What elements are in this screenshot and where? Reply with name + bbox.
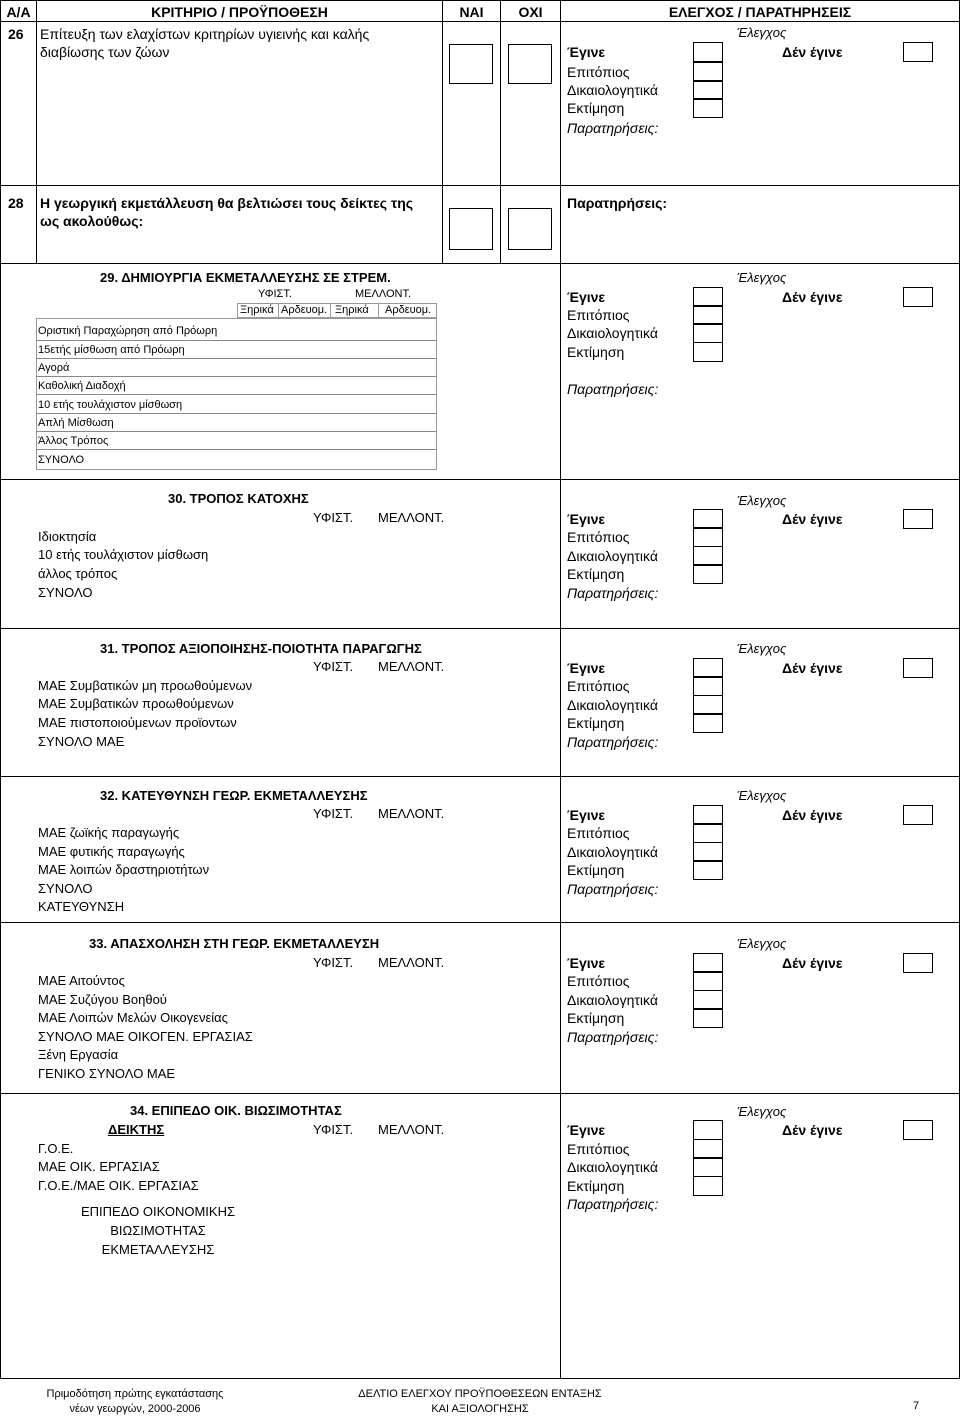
check-docs-box-29[interactable]: [693, 323, 723, 343]
check-title-26: Έλεγχος: [737, 25, 787, 40]
s29-row-2: Αγορά: [38, 362, 70, 374]
check-done-box-26[interactable]: [693, 42, 723, 62]
check-onsite-label-26: Επιτόπιος: [567, 64, 630, 80]
s33-row-3: ΣΥΝΟΛΟ ΜΑΕ ΟΙΚΟΓΕΝ. ΕΡΓΑΣΙΑΣ: [38, 1029, 253, 1044]
s30-existing: ΥΦΙΣΤ.: [313, 510, 354, 525]
s32-future: ΜΕΛΛΟΝΤ.: [378, 806, 445, 821]
row28-no-checkbox[interactable]: [508, 208, 552, 250]
check-docs-box-30[interactable]: [693, 546, 723, 566]
check-done-box-30[interactable]: [693, 509, 723, 529]
check-notdone-box-30[interactable]: [903, 509, 933, 529]
s33-row-0: ΜΑΕ Αιτούντος: [38, 973, 125, 988]
s29-row-4: 10 ετής τουλάχιστον μίσθωση: [38, 399, 183, 411]
check-estimate-label-31: Εκτίμηση: [567, 715, 625, 731]
check-estimate-label-32: Εκτίμηση: [567, 862, 625, 878]
check-docs-label-33: Δικαιολογητικά: [567, 992, 658, 1008]
check-onsite-box-34[interactable]: [693, 1139, 723, 1159]
check-docs-box-32[interactable]: [693, 842, 723, 862]
check-onsite-label-30: Επιτόπιος: [567, 529, 630, 545]
s29-dry1: Ξηρικά: [240, 304, 274, 316]
s32-row-3: ΣΥΝΟΛΟ: [38, 881, 93, 896]
s30-row-1: 10 ετής τουλάχιστον μίσθωση: [38, 547, 209, 562]
check-done-label-31: Έγινε: [567, 660, 606, 676]
s31-existing: ΥΦΙΣΤ.: [313, 659, 354, 674]
s32-existing: ΥΦΙΣΤ.: [313, 806, 354, 821]
row28-number: 28: [8, 195, 24, 211]
page-number: 7: [913, 1400, 920, 1412]
check-onsite-box-33[interactable]: [693, 971, 723, 991]
check-done-label-32: Έγινε: [567, 807, 606, 823]
check-docs-box-34[interactable]: [693, 1157, 723, 1177]
s29-irr2: Αρδευομ.: [385, 304, 432, 316]
row26-number: 26: [8, 26, 24, 42]
check-onsite-label-29: Επιτόπιος: [567, 307, 630, 323]
check-docs-box-26[interactable]: [693, 80, 723, 100]
check-done-box-33[interactable]: [693, 953, 723, 973]
footer-left-line2: νέων γεωργών, 2000-2006: [69, 1403, 201, 1415]
s29-existing: ΥΦΙΣΤ.: [258, 288, 292, 300]
s34-title: 34. ΕΠΙΠΕΔΟ ΟΙΚ. ΒΙΩΣΙΜΟΤΗΤΑΣ: [130, 1103, 342, 1118]
check-done-box-34[interactable]: [693, 1120, 723, 1140]
s33-row-1: ΜΑΕ Συζύγου Βοηθού: [38, 992, 167, 1007]
s29-row-3: Καθολική Διαδοχή: [38, 380, 126, 392]
s29-row-6: Άλλος Τρόπος: [38, 435, 109, 447]
col-check: ΕΛΕΓΧΟΣ / ΠΑΡΑΤΗΡΗΣΕΙΣ: [668, 4, 852, 20]
s34-row-1: ΜΑΕ ΟΙΚ. ΕΡΓΑΣΙΑΣ: [38, 1159, 160, 1174]
check-notdone-label-31: Δέν έγινε: [782, 660, 843, 676]
s31-future: ΜΕΛΛΟΝΤ.: [378, 659, 445, 674]
check-estimate-label-30: Εκτίμηση: [567, 566, 625, 582]
check-onsite-label-34: Επιτόπιος: [567, 1141, 630, 1157]
row28-text-line1: Η γεωργική εκμετάλλευση θα βελτιώσει τους δείκτες της: [40, 195, 414, 211]
col-criterion: ΚΡΙΤΗΡΙΟ / ΠΡΟΫΠΟΘΕΣΗ: [37, 1, 443, 23]
s32-row-2: ΜΑΕ λοιπών δραστηριοτήτων: [38, 862, 210, 877]
s32-title: 32. ΚΑΤΕΥΘΥΝΣΗ ΓΕΩΡ. ΕΚΜΕΤΑΛΛΕΥΣΗΣ: [100, 788, 368, 803]
check-done-box-29[interactable]: [693, 287, 723, 307]
check-done-label-29: Έγινε: [567, 289, 606, 305]
s30-row-0: Ιδιοκτησία: [38, 529, 97, 544]
check-notdone-box-33[interactable]: [903, 953, 933, 973]
check-title-33: Έλεγχος: [737, 936, 787, 951]
row28-yes-checkbox[interactable]: [449, 208, 493, 250]
s33-row-5: ΓΕΝΙΚΟ ΣΥΝΟΛΟ ΜΑΕ: [38, 1066, 176, 1081]
s29-irr1: Αρδευομ.: [281, 304, 328, 316]
s33-row-2: ΜΑΕ Λοιπών Μελών Οικογενείας: [38, 1010, 228, 1025]
check-estimate-label-34: Εκτίμηση: [567, 1178, 625, 1194]
check-docs-label-32: Δικαιολογητικά: [567, 844, 658, 860]
check-notdone-box-26[interactable]: [903, 42, 933, 62]
check-onsite-label-33: Επιτόπιος: [567, 973, 630, 989]
check-notdone-label-26: Δέν έγινε: [782, 44, 843, 60]
s31-row-2: ΜΑΕ πιστοποιούμενων προϊοντων: [38, 715, 237, 730]
s34-index: ΔΕΙΚΤΗΣ: [108, 1122, 165, 1137]
check-docs-label-29: Δικαιολογητικά: [567, 325, 658, 341]
s29-row-5: Απλή Μίσθωση: [38, 417, 114, 429]
footer-middle: [355, 1387, 605, 1417]
s33-row-4: Ξένη Εργασία: [38, 1047, 119, 1062]
row26-no-checkbox[interactable]: [508, 44, 552, 84]
check-estimate-label-29: Εκτίμηση: [567, 344, 625, 360]
row28-text-line2: ως ακολούθως:: [40, 213, 144, 229]
check-done-box-31[interactable]: [693, 658, 723, 678]
check-done-label-30: Έγινε: [567, 511, 606, 527]
footer-left-line1: Πριμοδότηση πρώτης εγκατάστασης: [46, 1388, 224, 1400]
check-done-box-32[interactable]: [693, 805, 723, 825]
check-estimate-box-30[interactable]: [693, 564, 723, 584]
check-notdone-label-34: Δέν έγινε: [782, 1122, 843, 1138]
s34-row-0: Γ.Ο.Ε.: [38, 1141, 74, 1156]
col-no: ΟΧΙ: [501, 1, 561, 23]
check-notdone-box-34[interactable]: [903, 1120, 933, 1140]
check-onsite-box-32[interactable]: [693, 823, 723, 843]
check-done-label-26: Έγινε: [567, 44, 606, 60]
footer-mid-line1: ΔΕΛΤΙΟ ΕΛΕΓΧΟΥ ΠΡΟΫΠΟΘΕΣΕΩΝ ΕΝΤΑΞΗΣ: [358, 1388, 602, 1400]
row26-text-line2: διαβίωσης των ζώων: [40, 44, 170, 60]
check-estimate-label-33: Εκτίμηση: [567, 1010, 625, 1026]
check-remarks-29: Παρατηρήσεις:: [567, 381, 659, 397]
row26-yes-checkbox[interactable]: [449, 44, 493, 84]
check-title-31: Έλεγχος: [737, 641, 787, 656]
footer-left: [30, 1387, 240, 1417]
s30-future: ΜΕΛΛΟΝΤ.: [378, 510, 445, 525]
check-docs-box-33[interactable]: [693, 990, 723, 1010]
check-onsite-label-32: Επιτόπιος: [567, 825, 630, 841]
check-docs-label-34: Δικαιολογητικά: [567, 1159, 658, 1175]
s29-title: 29. ΔΗΜΙΟΥΡΓΙΑ ΕΚΜΕΤΑΛΛΕΥΣΗΣ ΣΕ ΣΤΡΕΜ.: [100, 270, 391, 285]
check-onsite-box-29[interactable]: [693, 305, 723, 325]
s29-row-0: Οριστική Παραχώρηση από Πρόωρη: [38, 325, 218, 337]
footer-mid-line2: ΚΑΙ ΑΞΙΟΛΟΓΗΣΗΣ: [431, 1403, 529, 1415]
check-estimate-label-26: Εκτίμηση: [567, 100, 625, 116]
check-title-30: Έλεγχος: [737, 493, 787, 508]
s34-level-line3: ΕΚΜΕΤΑΛΛΕΥΣΗΣ: [101, 1242, 215, 1257]
check-estimate-box-34[interactable]: [693, 1176, 723, 1196]
check-onsite-box-31[interactable]: [693, 676, 723, 696]
check-notdone-label-32: Δέν έγινε: [782, 807, 843, 823]
check-remarks-32: Παρατηρήσεις:: [567, 881, 659, 897]
s33-future: ΜΕΛΛΟΝΤ.: [378, 955, 445, 970]
s29-future: ΜΕΛΛΟΝΤ.: [355, 288, 412, 300]
check-remarks-34: Παρατηρήσεις:: [567, 1196, 659, 1212]
s30-title: 30. ΤΡΟΠΟΣ ΚΑΤΟΧΗΣ: [168, 491, 309, 506]
check-onsite-label-31: Επιτόπιος: [567, 678, 630, 694]
s34-level-label: [38, 1202, 278, 1259]
check-notdone-label-29: Δέν έγινε: [782, 289, 843, 305]
check-title-34: Έλεγχος: [737, 1104, 787, 1119]
s34-future: ΜΕΛΛΟΝΤ.: [378, 1122, 445, 1137]
check-docs-box-31[interactable]: [693, 695, 723, 715]
check-done-label-34: Έγινε: [567, 1122, 606, 1138]
s29-row-7: ΣΥΝΟΛΟ: [38, 454, 85, 466]
check-title-29: Έλεγχος: [737, 270, 787, 285]
col-yes: ΝΑΙ: [443, 1, 501, 23]
check-docs-label-31: Δικαιολογητικά: [567, 697, 658, 713]
check-estimate-box-32[interactable]: [693, 860, 723, 880]
check-done-label-33: Έγινε: [567, 955, 606, 971]
s32-row-1: ΜΑΕ φυτικής παραγωγής: [38, 844, 185, 859]
s33-title: 33. ΑΠΑΣΧΟΛΗΣΗ ΣΤΗ ΓΕΩΡ. ΕΚΜΕΤΑΛΛΕΥΣΗ: [89, 936, 380, 951]
check-notdone-box-32[interactable]: [903, 805, 933, 825]
s29-row-1: 15ετής μίσθωση από Πρόωρη: [38, 344, 185, 356]
check-notdone-box-31[interactable]: [903, 658, 933, 678]
check-estimate-box-29[interactable]: [693, 342, 723, 362]
check-remarks-33: Παρατηρήσεις:: [567, 1029, 659, 1045]
check-title-32: Έλεγχος: [737, 788, 787, 803]
s29-dry2: Ξηρικά: [335, 304, 369, 316]
s32-row-0: ΜΑΕ ζωϊκής παραγωγής: [38, 825, 180, 840]
check-docs-label-30: Δικαιολογητικά: [567, 548, 658, 564]
s31-title: 31. ΤΡΟΠΟΣ ΑΞΙΟΠΟΙΗΣΗΣ-ΠΟΙΟΤΗΤΑ ΠΑΡΑΓΩΓΗΣ: [100, 641, 422, 656]
s31-row-3: ΣΥΝΟΛΟ ΜΑΕ: [38, 734, 125, 749]
row26-text-line1: Επίτευξη των ελαχίστων κριτηρίων υγιεινής και καλής: [40, 26, 370, 42]
check-remarks-30: Παρατηρήσεις:: [567, 585, 659, 601]
s31-row-1: ΜΑΕ Συμβατικών προωθούμενων: [38, 696, 234, 711]
row28-remarks: Παρατηρήσεις:: [567, 195, 668, 211]
col-aa: Α/Α: [1, 1, 37, 23]
s34-existing: ΥΦΙΣΤ.: [313, 1122, 354, 1137]
s34-level-line1: ΕΠΙΠΕΔΟ ΟΙΚΟΝΟΜΙΚΗΣ: [80, 1204, 235, 1219]
s32-row-4: ΚΑΤΕΥΘΥΝΣΗ: [38, 899, 125, 914]
check-notdone-label-33: Δέν έγινε: [782, 955, 843, 971]
s30-row-2: άλλος τρόπος: [38, 566, 118, 581]
check-estimate-box-33[interactable]: [693, 1008, 723, 1028]
check-remarks-31: Παρατηρήσεις:: [567, 734, 659, 750]
s34-row-2: Γ.Ο.Ε./ΜΑΕ ΟΙΚ. ΕΡΓΑΣΙΑΣ: [38, 1178, 199, 1193]
check-estimate-box-26[interactable]: [693, 98, 723, 118]
s34-level-line2: ΒΙΩΣΙΜΟΤΗΤΑΣ: [110, 1223, 206, 1238]
check-docs-label-26: Δικαιολογητικά: [567, 82, 658, 98]
table-header: [0, 0, 960, 22]
s33-existing: ΥΦΙΣΤ.: [313, 955, 354, 970]
s31-row-0: ΜΑΕ Συμβατικών μη προωθούμενων: [38, 678, 253, 693]
check-estimate-box-31[interactable]: [693, 713, 723, 733]
check-onsite-box-30[interactable]: [693, 527, 723, 547]
s30-row-3: ΣΥΝΟΛΟ: [38, 585, 93, 600]
check-notdone-box-29[interactable]: [903, 287, 933, 307]
check-notdone-label-30: Δέν έγινε: [782, 511, 843, 527]
check-remarks-26: Παρατηρήσεις:: [567, 120, 659, 136]
check-onsite-box-26[interactable]: [693, 62, 723, 82]
